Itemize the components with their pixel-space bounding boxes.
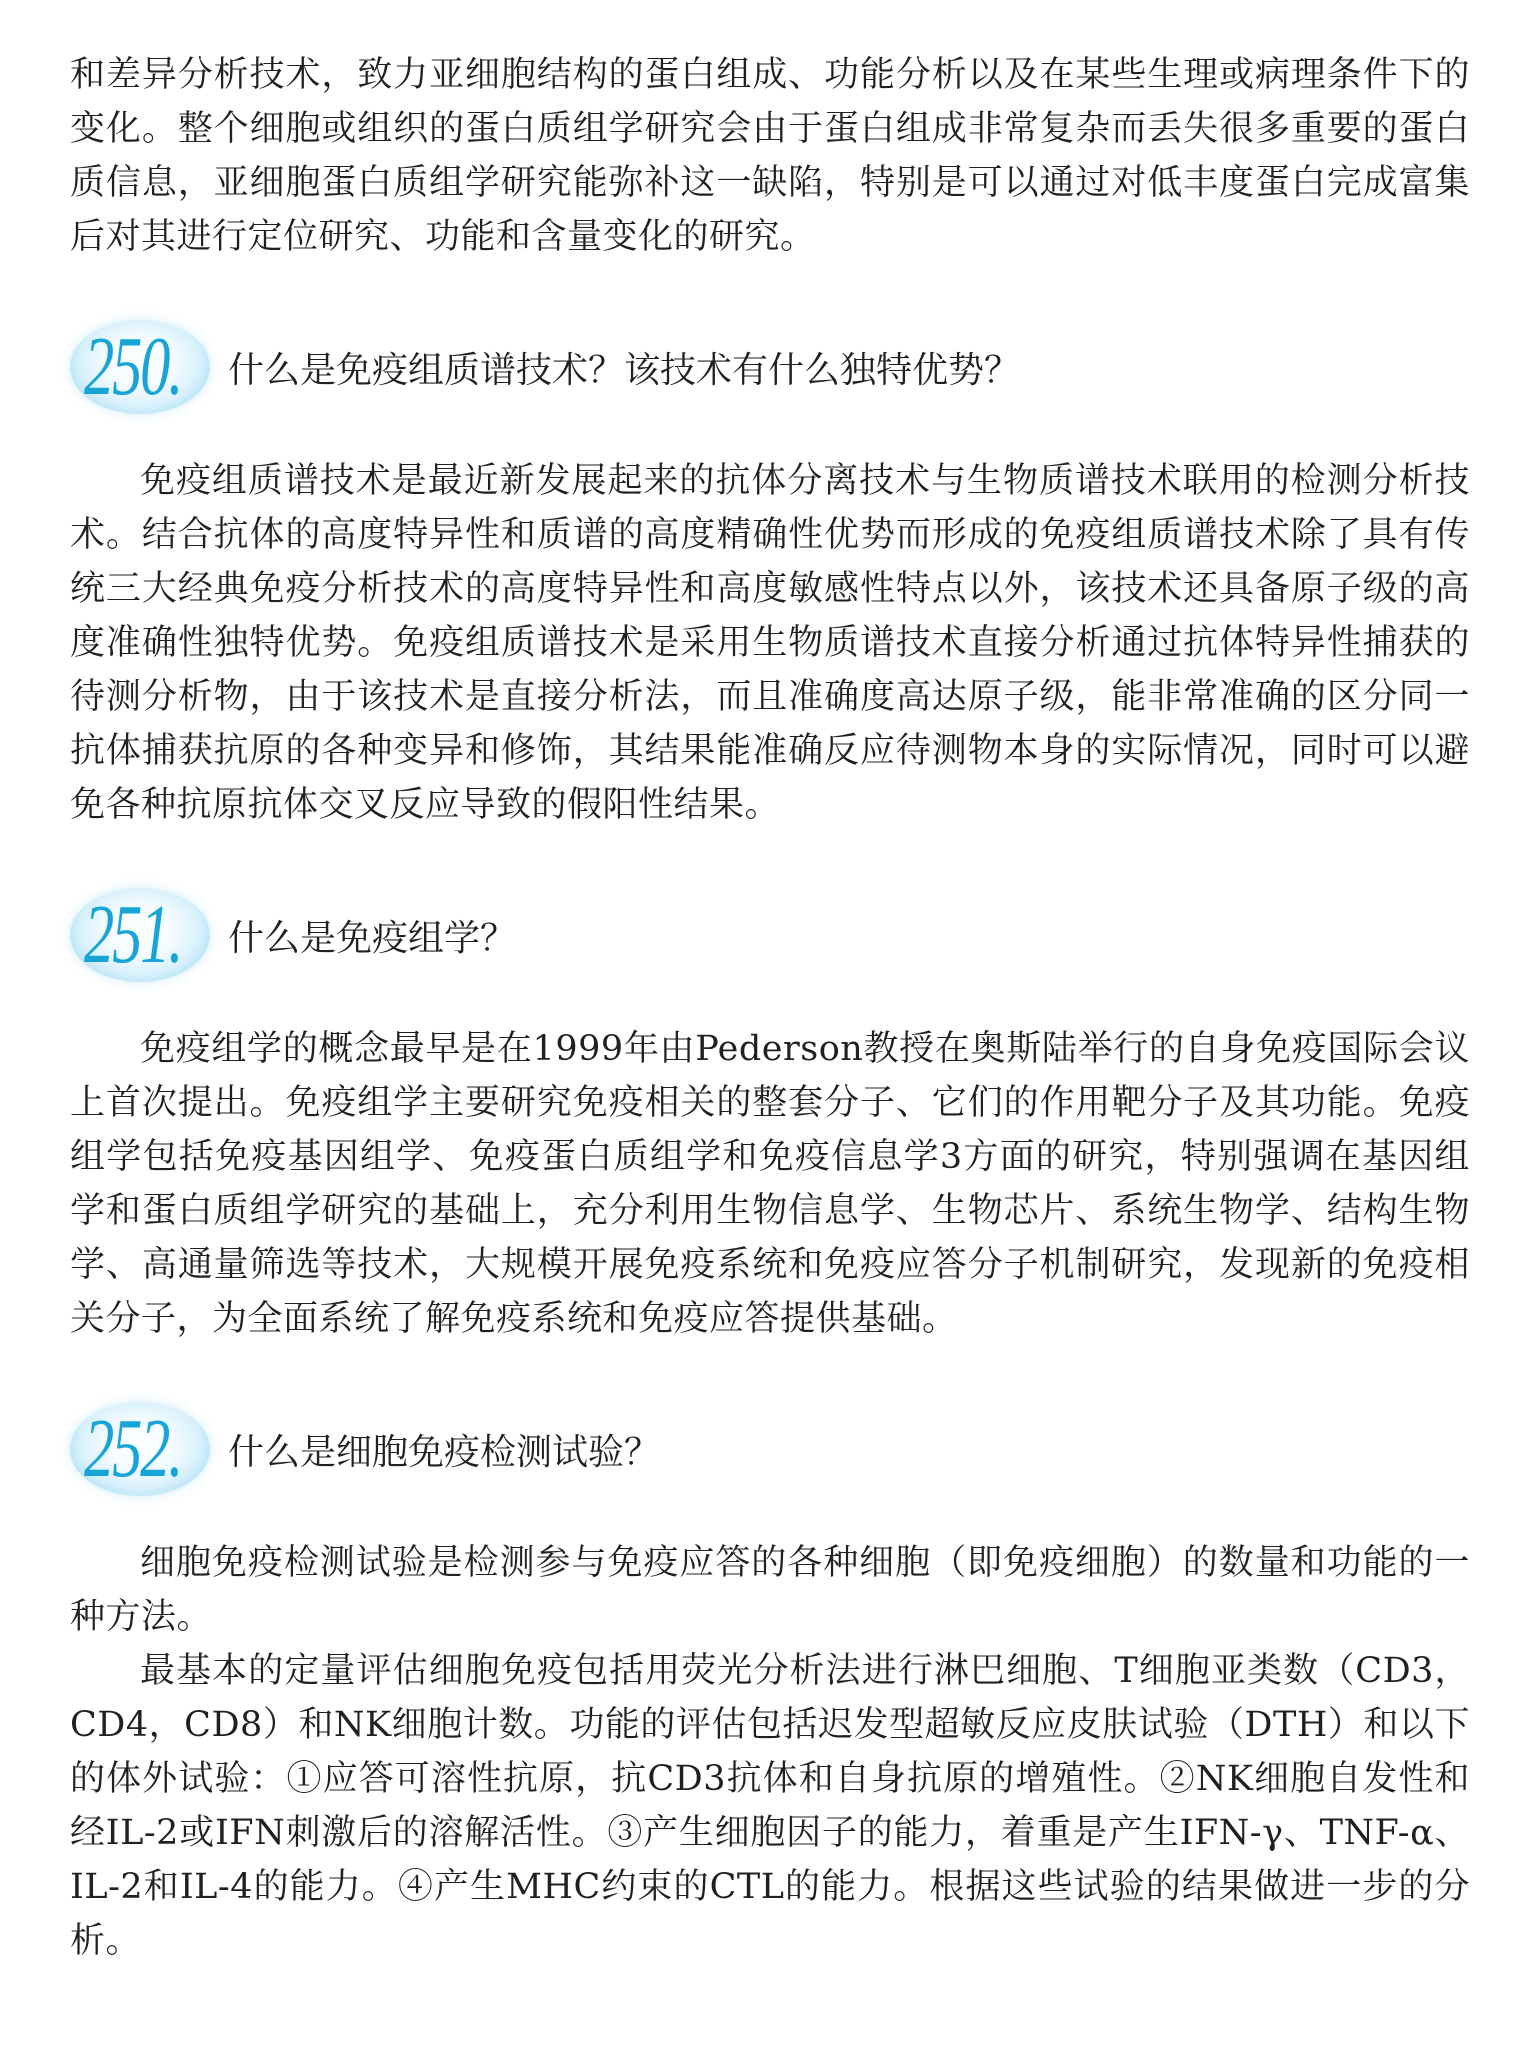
answer-paragraph: 免疫组质谱技术是最近新发展起来的抗体分离技术与生物质谱技术联用的检测分析技术。结合抗体的高度特异性和质谱的高度精确性优势而形成的免疫组质谱技术除了具有传统三大经典免疫分析技术的高度特异性和高度敏感性特点以外，该技术还具备原子级的高度准确性独特优势。免疫组质谱技术是采用生物质谱技术直接分析通过抗体特异性捕获的待测分析物，由于该技术是直接分析法，而且准确度高达原子级，能非常准确的区分同一抗体捕获抗原的各种变异和修饰，其结果能准确反应待测物本身的实际情况，同时可以避免各种抗原抗体交叉反应导致的假阳性结果。 bbox=[70, 461, 1470, 825]
question-title: 什么是免疫组质谱技术？该技术有什么独特优势？ bbox=[228, 349, 1021, 391]
section-251 bbox=[70, 876, 1470, 1346]
question-title: 什么是细胞免疫检测试验？ bbox=[228, 1431, 661, 1473]
section-250 bbox=[70, 308, 1470, 832]
answer-paragraph: 细胞免疫检测试验是检测参与免疫应答的各种细胞（即免疫细胞）的数量和功能的一种方法。 bbox=[70, 1543, 1470, 1637]
question-number-badge bbox=[70, 882, 220, 988]
question-number: 252. bbox=[84, 1402, 182, 1495]
question-header bbox=[70, 308, 1470, 426]
question-number-badge bbox=[70, 314, 220, 420]
answer-paragraph: 最基本的定量评估细胞免疫包括用荧光分析法进行淋巴细胞、T细胞亚类数（CD3，CD4，CD8）和NK细胞计数。功能的评估包括迟发型超敏反应皮肤试验（DTH）和以下的体外试验：①应答可溶性抗原，抗CD3抗体和自身抗原的增殖性。②NK细胞自发性和经IL-2或IFN刺激后的溶解活性。③产生细胞因子的能力，着重是产生IFN-γ、TNF-α、IL-2和IL-4的能力。④产生MHC约束的CTL的能力。根据这些试验的结果做进一步的分析。 bbox=[70, 1651, 1470, 1961]
question-title: 什么是免疫组学？ bbox=[228, 917, 517, 959]
question-header bbox=[70, 1390, 1470, 1508]
question-number: 250. bbox=[84, 320, 182, 413]
question-header bbox=[70, 876, 1470, 994]
document-page bbox=[70, 48, 1470, 1968]
question-number-badge bbox=[70, 1396, 220, 1502]
question-number: 251. bbox=[84, 888, 182, 981]
section-252 bbox=[70, 1390, 1470, 1968]
intro-paragraph: 和差异分析技术，致力亚细胞结构的蛋白组成、功能分析以及在某些生理或病理条件下的变化。整个细胞或组织的蛋白质组学研究会由于蛋白组成非常复杂而丢失很多重要的蛋白质信息，亚细胞蛋白质组学研究能弥补这一缺陷，特别是可以通过对低丰度蛋白完成富集后对其进行定位研究、功能和含量变化的研究。 bbox=[70, 55, 1470, 257]
answer-paragraph: 免疫组学的概念最早是在1999年由Pederson教授在奥斯陆举行的自身免疫国际会议上首次提出。免疫组学主要研究免疫相关的整套分子、它们的作用靶分子及其功能。免疫组学包括免疫基因组学、免疫蛋白质组学和免疫信息学3方面的研究，特别强调在基因组学和蛋白质组学研究的基础上，充分利用生物信息学、生物芯片、系统生物学、结构生物学、高通量筛选等技术，大规模开展免疫系统和免疫应答分子机制研究，发现新的免疫相关分子，为全面系统了解免疫系统和免疫应答提供基础。 bbox=[70, 1029, 1470, 1339]
